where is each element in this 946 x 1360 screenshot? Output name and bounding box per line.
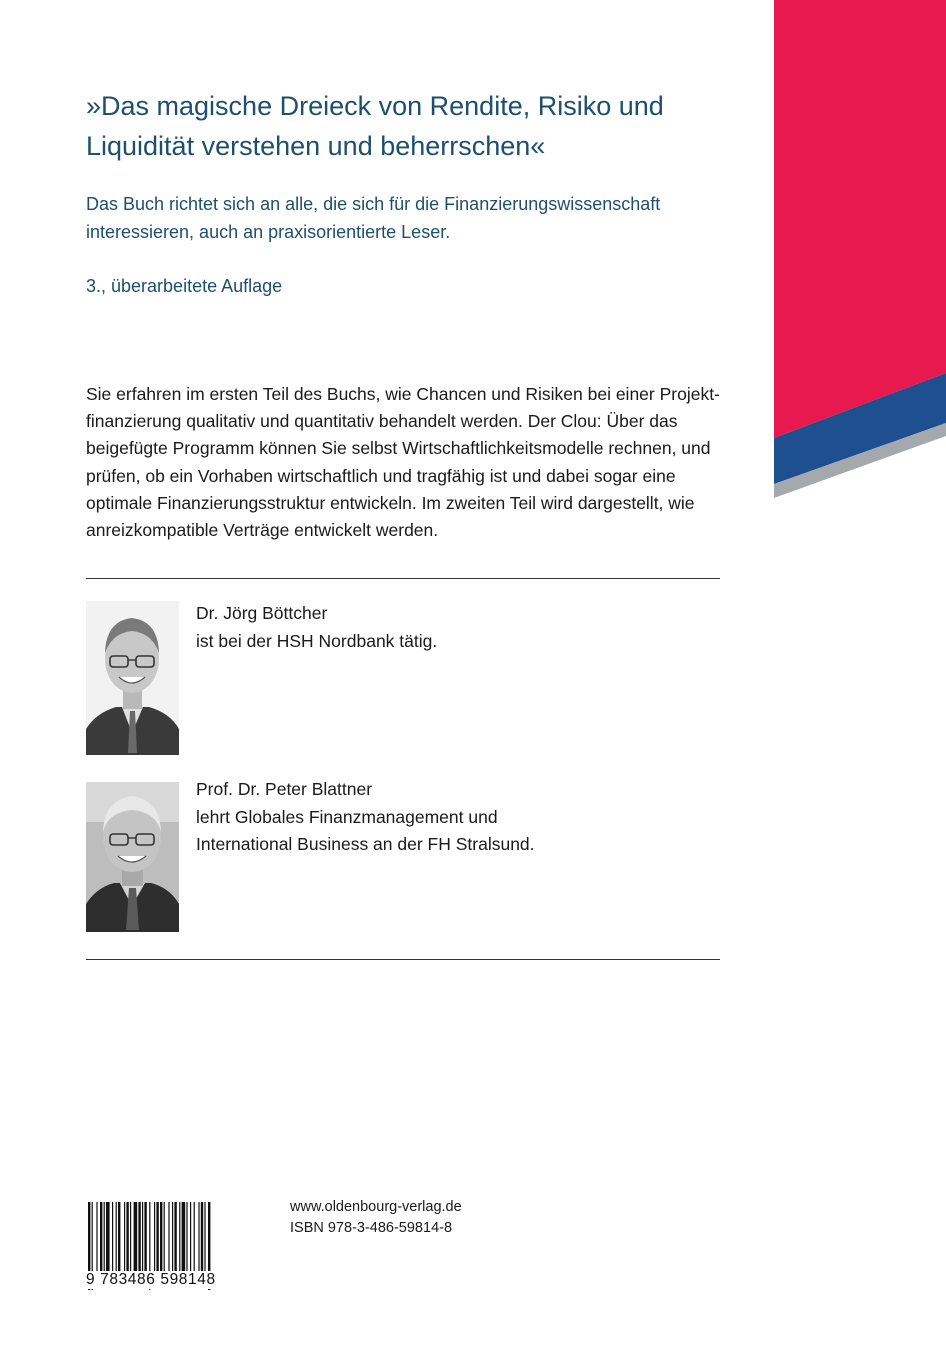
- barcode-bar: [104, 1202, 105, 1274]
- author-bio-line: ist bei der HSH Nordbank tätig.: [196, 630, 438, 651]
- barcode-bar: [126, 1202, 128, 1274]
- divider-top: [86, 578, 720, 579]
- barcode-bar: [179, 1202, 180, 1274]
- barcode-bar: [201, 1202, 203, 1274]
- publisher-info: [290, 1197, 462, 1239]
- red-stripe: [774, 0, 946, 438]
- barcode-bar: [134, 1202, 138, 1274]
- barcode-bar: [106, 1202, 110, 1274]
- barcode-bar: [130, 1202, 131, 1274]
- author-bio-line: lehrt Globales Finanzmanagement und: [196, 806, 498, 827]
- barcode-bar: [156, 1202, 158, 1274]
- author-photo-boettcher: [86, 601, 179, 755]
- barcode-bar: [194, 1202, 195, 1274]
- publisher-url: www.oldenbourg-verlag.de: [290, 1199, 462, 1215]
- barcode-bar: [160, 1202, 162, 1274]
- description-text: Sie erfahren im ersten Teil des Buchs, wie Chancen und Risiken bei einer Projekt-finanzierung qualitativ und quantitativ behandelt werden. Der Clou: Über das beigefügte Programm können Sie selbst Wirtschaftlichkeitsmodelle rechnen, und prüfen, ob ein Vorhaben wirtschaftlich und tragfähig ist und dabei sogar eine optimale Finanzierungsstruktur entwickeln. Im zweiten Teil wird dargestellt, wie anreizkompatible Verträge entwickelt werden.: [86, 384, 720, 541]
- corner-stripes-decoration: [774, 0, 946, 500]
- author-bio-line: International Business an der FH Stralsund.: [196, 834, 535, 854]
- barcode-bar: [186, 1202, 187, 1274]
- barcode-bar: [144, 1202, 146, 1274]
- barcode-bar: [142, 1202, 143, 1274]
- isbn-number: ISBN 978-3-486-59814-8: [290, 1220, 453, 1236]
- author-photo-blattner: [86, 782, 179, 932]
- barcode-bar: [154, 1202, 155, 1274]
- barcode-bar: [168, 1202, 169, 1274]
- barcode-bar: [118, 1202, 120, 1274]
- barcode-bar: [198, 1202, 199, 1274]
- edition-label: 3., überarbeitete Auflage: [86, 276, 283, 296]
- author-name: Dr. Jörg Böttcher: [196, 603, 328, 623]
- barcode-bar: [174, 1202, 176, 1274]
- barcode-bar: [116, 1202, 117, 1274]
- author-bio-blattner: [196, 776, 716, 859]
- barcode-bar: [138, 1202, 140, 1274]
- divider-bottom: [86, 959, 720, 960]
- headline: »Das magische Dreieck von Rendite, Risiko und Liquidität verstehen und beherrschen«: [86, 91, 664, 161]
- barcode-bar: [124, 1202, 125, 1274]
- barcode-bar: [172, 1202, 173, 1274]
- barcode-bar: [96, 1202, 97, 1274]
- author-name: Prof. Dr. Peter Blattner: [196, 779, 373, 799]
- subtitle: Das Buch richtet sich an alle, die sich für die Finanzierungswissenschaft interessieren, auch an praxisorientierte Leser.: [86, 194, 661, 242]
- barcode-bar: [182, 1202, 186, 1274]
- author-bio-boettcher: [196, 600, 716, 655]
- barcode-bar: [164, 1202, 165, 1274]
- barcode-digits: 9 783486 598148: [84, 1271, 258, 1289]
- barcode-bar: [204, 1202, 205, 1274]
- barcode-bar: [112, 1202, 113, 1274]
- barcode-bar: [190, 1202, 191, 1274]
- barcode-bar: [100, 1202, 102, 1274]
